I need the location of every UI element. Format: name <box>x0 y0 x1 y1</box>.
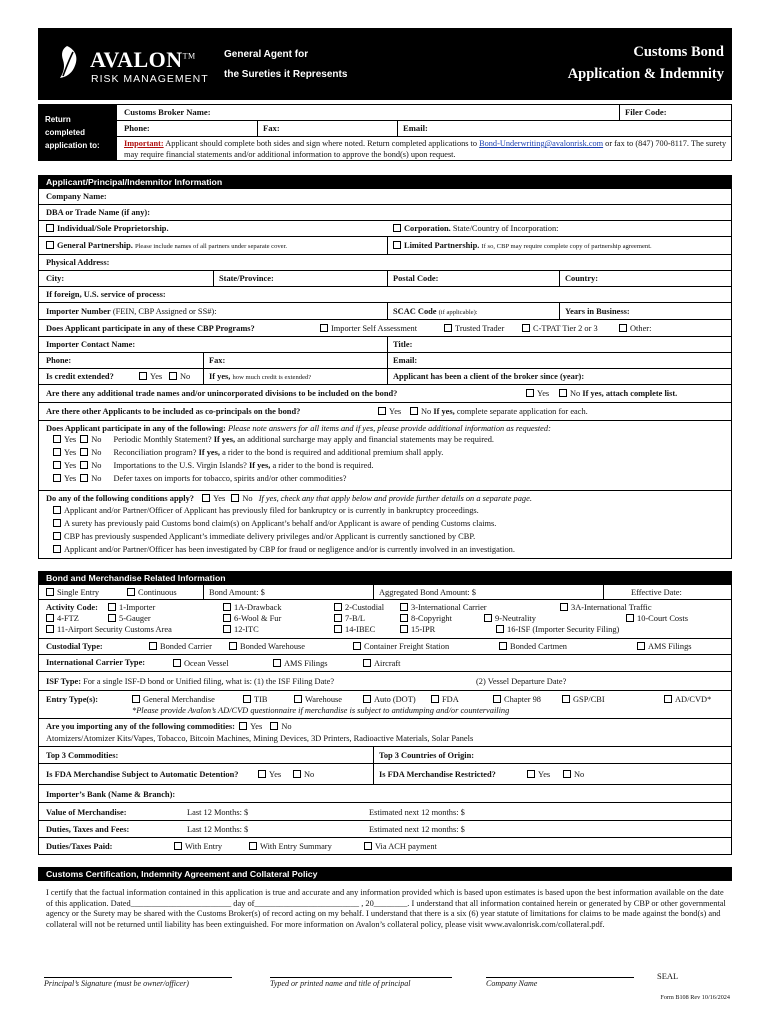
condition-3-option <box>53 532 475 541</box>
intl-carrier-1-option <box>173 659 229 668</box>
participate-yes-checkbox[interactable] <box>53 435 61 443</box>
broker-name-field[interactable]: Customs Broker Name: <box>124 107 211 117</box>
entry-type-4-label: Auto (DOT) <box>374 695 416 704</box>
duties-paid-2-option <box>249 842 332 851</box>
entry-type-5-label: FDA <box>442 695 459 704</box>
fda-restricted-yes-checkbox[interactable] <box>527 770 535 778</box>
code-r2-7-checkbox[interactable] <box>626 614 634 622</box>
code-r3-1-checkbox[interactable] <box>46 625 54 633</box>
custodial-2-checkbox[interactable] <box>229 642 237 650</box>
trade-names-yes-checkbox[interactable] <box>526 389 534 397</box>
code-r2-3-option <box>223 614 281 623</box>
code-r3-4-option <box>400 625 435 634</box>
logo-name: AVALON™ <box>90 47 196 72</box>
entry-type-3-option <box>294 695 342 704</box>
certification-section-header: Customs Certification, Indemnity Agreement and Collateral Policy <box>38 867 732 881</box>
code-r3-2-checkbox[interactable] <box>223 625 231 633</box>
continuous-checkbox[interactable] <box>127 588 135 596</box>
participate-text: Defer taxes on imports for tobacco, spirits and/or other commodities? <box>113 474 347 483</box>
duties-paid-3-checkbox[interactable] <box>364 842 372 850</box>
intl-carrier-1-checkbox[interactable] <box>173 659 181 667</box>
entry-type-1-label: General Merchandise <box>143 695 215 704</box>
corporation-checkbox[interactable] <box>393 224 401 232</box>
code-r2-1-label: 4-FTZ <box>57 614 79 623</box>
code-r1-1-checkbox[interactable] <box>108 603 116 611</box>
custodial-3-option <box>353 642 449 651</box>
participate-item <box>53 461 374 470</box>
coprincipals-yes-checkbox[interactable] <box>378 407 386 415</box>
duties-paid-3-option <box>364 842 437 851</box>
code-r2-2-label: 5-Gauger <box>119 614 151 623</box>
condition-1-option <box>53 506 479 515</box>
entry-type-5-option <box>431 695 459 704</box>
custodial-2-option <box>229 642 305 651</box>
important-note: Important: Applicant should complete both sides and sign where noted. Return completed applications to Bond-Underwriting@avalonrisk.com or fax to (847) 700-8117. The surety may require financial statements and/or additional information to approve the bond(s) upon request. <box>124 139 727 159</box>
intl-carrier-2-checkbox[interactable] <box>273 659 281 667</box>
yes-label: Yes <box>64 435 77 444</box>
company-name-label: Company Name <box>486 979 538 988</box>
duties-paid-2-label: With Entry Summary <box>260 842 332 851</box>
seal-label: SEAL <box>657 971 679 981</box>
code-r2-4-label: 7-B/L <box>345 614 366 623</box>
participate-no-checkbox[interactable] <box>80 435 88 443</box>
code-r2-1-option <box>46 614 79 623</box>
commodities-no-checkbox[interactable] <box>270 722 278 730</box>
condition-2-option <box>53 519 496 528</box>
code-r2-6-checkbox[interactable] <box>484 614 492 622</box>
condition-4-label: Applicant and/or Partner/Officer has been investigated by CBP for fraud or negligence and/or is currently involved in an investigation. <box>64 545 515 554</box>
code-r3-3-option <box>334 625 375 634</box>
entry-type-2-checkbox[interactable] <box>243 695 251 703</box>
ctpat-checkbox[interactable] <box>522 324 530 332</box>
yes-label: Yes <box>64 448 77 457</box>
entry-type-3-checkbox[interactable] <box>294 695 302 703</box>
contact-email-field[interactable]: Email: <box>393 356 418 365</box>
code-r3-5-option <box>496 625 619 634</box>
participate-if-yes: If yes, <box>198 448 220 457</box>
code-r3-4-label: 15-IPR <box>411 625 436 634</box>
single-entry-checkbox[interactable] <box>46 588 54 596</box>
entry-type-7-label: GSP/CBI <box>573 695 605 704</box>
condition-1-label: Applicant and/or Partner/Officer of Applicant has previously filed for bankruptcy or is currently in bankruptcy proceedings. <box>64 506 479 515</box>
entry-type-5-checkbox[interactable] <box>431 695 439 703</box>
participate-no-checkbox[interactable] <box>80 461 88 469</box>
entry-type-2-label: TIB <box>254 695 268 704</box>
participate-item <box>53 474 346 483</box>
conditions-yes-checkbox[interactable] <box>202 494 210 502</box>
code-r1-4-option <box>400 603 487 612</box>
city-field[interactable]: City: <box>46 274 65 283</box>
printed-name-label: Typed or printed name and title of principal <box>270 979 411 988</box>
participate-rest: an additional surcharge may apply and financial statements may be required. <box>235 435 495 444</box>
condition-4-option <box>53 545 515 554</box>
dba-field[interactable]: DBA or Trade Name (if any): <box>46 208 150 217</box>
cbp-programs-question: Does Applicant participate in any of these CBP Programs? <box>46 324 255 333</box>
contact-fax-field[interactable]: Fax: <box>209 356 226 365</box>
condition-3-checkbox[interactable] <box>53 532 61 540</box>
top3-commodities-field[interactable]: Top 3 Commodities: <box>46 751 119 760</box>
entry-type-8-option <box>664 695 711 704</box>
yes-label: Yes <box>64 461 77 470</box>
applicant-section: Company Name: DBA or Trade Name (if any): Individual/Sole Proprietorship. Corporation. State/Country of Incorporation: General Partnership. Please include names of all partners under separate cover. Limited Partnership. If so, CBP may require complete copy of partnership agreement. Physical Address: City: State/Province: Postal Code: Country: If foreign, U.S. service of process: Importer Number (FEIN, CBP Assigned or SS#): SCAC Code (if applicable): Years in Business: Does Applicant participate in any of these CBP Programs? Importer Self Assessment Trusted Trader C-TPAT Tier 2 or 3 Other: Importer Contact Name: Title: Phone: Fax: Email: Is credit extended? Yes No If yes, how much credit is extended? Applicant has been a client of the broker since (year): Are there any additional trade names and/or unincorporated divisions to be included on the bond? Yes No If yes, attach complete list. Are there other Applicants to be included as co-principals on the bond? Yes No If yes, complete separate application for each. Does Applicant participate in any of the following: Please note answers for all items and if yes, please provide additional information as requested: Yes No Periodic Monthly Statement? If yes, an additional surcharge may apply and financial statements may be required. Yes No Reconciliation program? If yes, a rider to the bond is required and additional premium shall apply. Yes No Importations to the U.S. Virgin Islands? If yes, a rider to the bond is required. Yes No Defer taxes on imports for tobacco, spirits and/or other commodities? Do any of the following conditions apply? Yes No If yes, check any that apply below and provide further details on a separate page. Applicant and/or Partner/Officer of Applicant has previously filed for bankruptcy or is currently in bankruptcy proceedings. A surety has previously paid Customs bond claim(s) on Applicant’s behalf and/or Applicant is aware of pending Customs claims. CBP has previously suspended Applicant’s immediate delivery privileges and/or Applicant is currently sanctioned by CBP. Applicant and/or Partner/Officer has been investigated by CBP for fraud or negligence and/or is currently involved in an investigation. <box>38 189 732 559</box>
page-header <box>38 28 732 100</box>
code-r2-4-option <box>334 614 365 623</box>
custodial-4-checkbox[interactable] <box>499 642 507 650</box>
code-r3-2-option <box>223 625 259 634</box>
participate-yes-checkbox[interactable] <box>53 474 61 482</box>
years-in-business-field[interactable]: Years in Business: <box>565 307 630 316</box>
code-r3-1-option <box>46 625 172 634</box>
code-r3-2-label: 12-ITC <box>234 625 259 634</box>
custodial-5-label: AMS Filings <box>648 642 692 651</box>
activity-code-block: Activity Code: 1-Importer 1A-Drawback 2-Custodial 3-International Carrier 3A-International Traffic 4-FTZ 5-Gauger 6-Wool & Fur 7-B/L 8-Copyright 9-Neutrality 10-Court Costs 11-Airport Security Customs Area 12-ITC 14-IBEC 15-IPR 16-ISF (Importer Security Filing) <box>39 600 731 639</box>
code-r1-5-label: 3A-International Traffic <box>571 603 652 612</box>
no-label: No <box>91 474 102 483</box>
entry-type-8-label: AD/CVD* <box>675 695 712 704</box>
broker-row <box>117 105 731 121</box>
condition-3-label: CBP has previously suspended Applicant’s immediate delivery privileges and/or Applicant is currently sanctioned by CBP. <box>64 532 476 541</box>
importer-bank-field[interactable]: Importer’s Bank (Name & Branch): <box>46 790 176 799</box>
agent-line-1: General Agent for <box>224 49 309 60</box>
company-name-field[interactable]: Company Name: <box>46 192 107 201</box>
code-r3-3-label: 14-IBEC <box>345 625 376 634</box>
physical-address-field[interactable]: Physical Address: <box>46 258 110 267</box>
broker-email-field[interactable]: Email: <box>403 123 428 133</box>
duties-next12-field[interactable]: Estimated next 12 months: $ <box>369 825 465 834</box>
form-title-2: Application & Indemnity <box>567 66 724 82</box>
no-label: No <box>91 435 102 444</box>
credit-no-checkbox[interactable] <box>169 372 177 380</box>
participate-text: Periodic Monthly Statement? <box>113 435 214 444</box>
custodial-4-label: Bonded Cartmen <box>510 642 567 651</box>
code-r2-5-label: 8-Copyright <box>411 614 452 623</box>
code-r3-4-checkbox[interactable] <box>400 625 408 633</box>
fda-restricted-no-checkbox[interactable] <box>563 770 571 778</box>
custodial-4-option <box>499 642 567 651</box>
state-field[interactable]: State/Province: <box>219 274 274 283</box>
code-r1-5-option <box>560 603 652 612</box>
intl-carrier-2-label: AMS Filings <box>284 659 328 668</box>
entry-type-2-option <box>243 695 268 704</box>
code-r1-3-label: 2-Custodial <box>345 603 385 612</box>
coprincipals-question: Are there other Applicants to be included as co-principals on the bond? <box>46 407 301 416</box>
participate-yes-checkbox[interactable] <box>53 461 61 469</box>
scac-field[interactable]: SCAC Code (if applicable): <box>393 307 478 316</box>
code-r1-1-option <box>108 603 155 612</box>
form-title-1: Customs Bond <box>633 44 724 60</box>
entry-type-4-option <box>363 695 416 704</box>
participate-text: Reconciliation program? <box>113 448 199 457</box>
intl-carrier-3-label: Aircraft <box>374 659 401 668</box>
entry-type-6-option <box>493 695 541 704</box>
code-r1-2-checkbox[interactable] <box>223 603 231 611</box>
code-r2-3-label: 6-Wool & Fur <box>234 614 282 623</box>
no-label: No <box>91 448 102 457</box>
entry-type-7-checkbox[interactable] <box>562 695 570 703</box>
contact-name-field[interactable]: Importer Contact Name: <box>46 340 136 349</box>
code-r2-2-option <box>108 614 151 623</box>
participate-no-checkbox[interactable] <box>80 474 88 482</box>
duties-paid-3-label: Via ACH payment <box>375 842 437 851</box>
other-program-checkbox[interactable] <box>619 324 627 332</box>
fda-detention-no-checkbox[interactable] <box>293 770 301 778</box>
commodities-list: Atomizers/Atomizer Kits/Vapes, Tobacco, Bitcoin Machines, Mining Devices, 3D Printers, Radioactive Materials, Solar Panels <box>46 734 474 743</box>
agg-bond-amount-field[interactable]: Aggregated Bond Amount: $ <box>379 588 476 597</box>
code-r3-5-label: 16-ISF (Importer Security Filing) <box>507 625 620 634</box>
form-number: Form B108 Rev 10/16/2024 <box>660 994 730 1001</box>
participate-if-yes: If yes, <box>213 435 236 444</box>
no-label: No <box>91 461 102 470</box>
principal-signature-label: Principal’s Signature (must be owner/officer) <box>44 979 189 988</box>
custodial-1-checkbox[interactable] <box>149 642 157 650</box>
duties-paid-1-option <box>174 842 222 851</box>
sole-prop-checkbox[interactable] <box>46 224 54 232</box>
yes-label: Yes <box>64 474 77 483</box>
duties-paid-1-label: With Entry <box>185 842 223 851</box>
intl-carrier-3-option <box>363 659 401 668</box>
entry-type-4-checkbox[interactable] <box>363 695 371 703</box>
code-r1-3-option <box>334 603 384 612</box>
custodial-3-checkbox[interactable] <box>353 642 361 650</box>
participate-if-yes: If yes, <box>248 461 271 470</box>
participate-text: Importations to the U.S. Virgin Islands? <box>113 461 249 470</box>
code-r1-1-label: 1-Importer <box>119 603 156 612</box>
trusted-trader-checkbox[interactable] <box>444 324 452 332</box>
participate-item <box>53 435 494 444</box>
entry-type-1-checkbox[interactable] <box>132 695 140 703</box>
intl-carrier-3-checkbox[interactable] <box>363 659 371 667</box>
trade-names-question: Are there any additional trade names and/or unincorporated divisions to be included on the bond? <box>46 389 398 398</box>
intl-carrier-1-label: Ocean Vessel <box>184 659 229 668</box>
participate-rest: a rider to the bond is required and additional premium shall apply. <box>219 448 444 457</box>
foreign-service-field[interactable]: If foreign, U.S. service of process: <box>46 290 166 299</box>
custodial-5-option <box>637 642 692 651</box>
code-r2-2-checkbox[interactable] <box>108 614 116 622</box>
contact-phone-field[interactable]: Phone: <box>46 356 72 365</box>
effective-date-field[interactable]: Effective Date: <box>631 588 682 597</box>
coprincipals-no-checkbox[interactable] <box>410 407 418 415</box>
code-r1-2-option <box>223 603 281 612</box>
code-r2-6-label: 9-Neutrality <box>495 614 536 623</box>
broker-contact-row <box>117 121 731 137</box>
contact-title-field[interactable]: Title: <box>393 340 413 349</box>
fda-detention-yes-checkbox[interactable] <box>258 770 266 778</box>
code-r1-3-checkbox[interactable] <box>334 603 342 611</box>
entry-type-1-option <box>132 695 215 704</box>
code-r1-5-checkbox[interactable] <box>560 603 568 611</box>
bond-section-header: Bond and Merchandise Related Information <box>38 571 732 585</box>
participate-block: Does Applicant participate in any of the following: Please note answers for all items and if yes, please provide additional information as requested: Yes No Periodic Monthly Statement? If yes, an additional surcharge may apply and financial statements may be required. Yes No Reconciliation program? If yes, a rider to the bond is required and additional premium shall apply. Yes No Importations to the U.S. Virgin Islands? If yes, a rider to the bond is required. Yes No Defer taxes on imports for tobacco, spirits and/or other commodities? <box>39 421 731 491</box>
condition-4-checkbox[interactable] <box>53 545 61 553</box>
condition-2-label: A surety has previously paid Customs bond claim(s) on Applicant’s behalf and/or Applicant is aware of pending Customs claims. <box>64 519 497 528</box>
custodial-2-label: Bonded Warehouse <box>240 642 305 651</box>
code-r3-1-label: 11-Airport Security Customs Area <box>57 625 172 634</box>
certification-text: I certify that the factual information contained in this application is true and accurate and any information provided which is based upon estimates is based upon the best information available on the date of this application. Dated________________________ day of_________________________ , 20________. I understand that all information contained herein or generated by CBP or other governmental agency or the Surety may be shared with the Customs Broker(s) of record acting on my behalf. I understand that there is a six (6) year statute of limitations for claims to be made against the bond(s) and collateral will not be returned until liability has been extinguished. For more information on Avalon’s collateral policy, please visit www.avalonrisk.com/collateral.pdf. <box>46 888 726 929</box>
bond-amount-field[interactable]: Bond Amount: $ <box>209 588 265 597</box>
code-r2-6-option <box>484 614 536 623</box>
underwriting-email-link[interactable]: Bond-Underwriting@avalonrisk.com <box>479 139 604 148</box>
code-r2-7-option <box>626 614 688 623</box>
merch-next12-field[interactable]: Estimated next 12 months: $ <box>369 808 465 817</box>
code-r2-3-checkbox[interactable] <box>223 614 231 622</box>
entry-type-8-checkbox[interactable] <box>664 695 672 703</box>
custodial-1-option <box>149 642 212 651</box>
return-label: Return completed application to: <box>38 104 116 161</box>
avalon-leaf-icon <box>54 44 80 80</box>
applicant-section-header: Applicant/Principal/Indemnitor Information <box>38 175 732 189</box>
postal-code-field[interactable]: Postal Code: <box>393 274 439 283</box>
gen-partner-checkbox[interactable] <box>46 241 54 249</box>
logo-subtitle: RISK MANAGEMENT <box>91 73 209 85</box>
conditions-no-checkbox[interactable] <box>231 494 239 502</box>
bond-section: Single Entry Continuous Bond Amount: $ Aggregated Bond Amount: $ Effective Date: Activity Code: 1-Importer 1A-Drawback 2-Custodial 3-International Carrier 3A-International Traffic 4-FTZ 5-Gauger 6-Wool & Fur 7-B/L 8-Copyright 9-Neutrality 10-Court Costs 11-Airport Security Customs Area 12-ITC 14-IBEC 15-IPR 16-ISF (Importer Security Filing) Custodial Type: Bonded Carrier Bonded Warehouse Container Freight Station Bonded Cartmen AMS Filings International Carrier Type: Ocean Vessel AMS Filings Aircraft ISF Type: For a single ISF-D bond or Unified filing, what is: (1) the ISF Filing Date? (2) Vessel Departure Date? Entry Type(s): General Merchandise TIB Warehouse Auto (DOT) FDA Chapter 98 GSP/CBI AD/CVD* *Please provide Avalon’s AD/CVD questionnaire if merchandise is subject to antidumping and/or countervailing Are you importing any of the following commodities: Yes No Atomizers/Atomizer Kits/Vapes, Tobacco, Bitcoin Machines, Mining Devices, 3D Printers, Radioactive Materials, Solar Panels Top 3 Commodities: Top 3 Countries of Origin: Is FDA Merchandise Subject to Automatic Detention? Yes No Is FDA Merchandise Restricted? Yes No Importer’s Bank (Name & Branch): Value of Merchandise: Last 12 Months: $ Estimated next 12 months: $ Duties, Taxes and Fees: Last 12 Months: $ Estimated next 12 months: $ Duties/Taxes Paid: With Entry With Entry Summary Via ACH payment <box>38 585 732 855</box>
participate-rest: a rider to the bond is required. <box>270 461 374 470</box>
conditions-block: Do any of the following conditions apply? Yes No If yes, check any that apply below and provide further details on a separate page. Applicant and/or Partner/Officer of Applicant has previously filed for bankruptcy or is currently in bankruptcy proceedings. A surety has previously paid Customs bond claim(s) on Applicant’s behalf and/or Applicant is aware of pending Customs claims. CBP has previously suspended Applicant’s immediate delivery privileges and/or Applicant is currently sanctioned by CBP. Applicant and/or Partner/Officer has been investigated by CBP for fraud or negligence and/or is currently involved in an investigation. <box>46 494 532 554</box>
importer-number-field[interactable]: Importer Number (FEIN, CBP Assigned or SS#): <box>46 307 217 316</box>
broker-phone-field[interactable]: Phone: <box>124 123 150 133</box>
country-field[interactable]: Country: <box>565 274 599 283</box>
ltd-partner-checkbox[interactable] <box>393 241 401 249</box>
trade-names-no-checkbox[interactable] <box>559 389 567 397</box>
participate-item <box>53 448 443 457</box>
intl-carrier-2-option <box>273 659 328 668</box>
code-r2-4-checkbox[interactable] <box>334 614 342 622</box>
entry-type-6-label: Chapter 98 <box>504 695 541 704</box>
return-box <box>116 104 732 161</box>
custodial-1-label: Bonded Carrier <box>160 642 212 651</box>
condition-2-checkbox[interactable] <box>53 519 61 527</box>
filer-code-field[interactable]: Filer Code: <box>625 107 667 117</box>
custodial-3-label: Container Freight Station <box>364 642 450 651</box>
merch-last12-field[interactable]: Last 12 Months: $ <box>187 808 249 817</box>
credit-yes-checkbox[interactable] <box>139 372 147 380</box>
code-r1-2-label: 1A-Drawback <box>234 603 282 612</box>
entry-type-6-checkbox[interactable] <box>493 695 501 703</box>
code-r3-3-checkbox[interactable] <box>334 625 342 633</box>
code-r2-7-label: 10-Court Costs <box>637 614 688 623</box>
commodities-yes-checkbox[interactable] <box>239 722 247 730</box>
agent-line-2: the Sureties it Represents <box>224 69 348 80</box>
duties-paid-1-checkbox[interactable] <box>174 842 182 850</box>
entry-type-7-option <box>562 695 605 704</box>
credit-question: Is credit extended? <box>46 372 114 381</box>
code-r2-1-checkbox[interactable] <box>46 614 54 622</box>
broker-fax-field[interactable]: Fax: <box>263 123 280 133</box>
code-r3-5-checkbox[interactable] <box>496 625 504 633</box>
entry-type-3-label: Warehouse <box>305 695 342 704</box>
client-since-field[interactable]: Applicant has been a client of the broker since (year): <box>393 372 585 381</box>
condition-1-checkbox[interactable] <box>53 506 61 514</box>
credit-amount-field[interactable]: If yes, how much credit is extended? <box>209 372 312 381</box>
adcvd-note: *Please provide Avalon’s AD/CVD questionnaire if merchandise is subject to antidumping and/or countervailing <box>132 706 510 715</box>
duties-paid-2-checkbox[interactable] <box>249 842 257 850</box>
code-r1-4-label: 3-International Carrier <box>411 603 487 612</box>
participate-no-checkbox[interactable] <box>80 448 88 456</box>
top3-countries-field[interactable]: Top 3 Countries of Origin: <box>379 751 475 760</box>
custodial-5-checkbox[interactable] <box>637 642 645 650</box>
code-r1-4-checkbox[interactable] <box>400 603 408 611</box>
participate-yes-checkbox[interactable] <box>53 448 61 456</box>
duties-last12-field[interactable]: Last 12 Months: $ <box>187 825 249 834</box>
code-r2-5-checkbox[interactable] <box>400 614 408 622</box>
code-r2-5-option <box>400 614 452 623</box>
isa-checkbox[interactable] <box>320 324 328 332</box>
